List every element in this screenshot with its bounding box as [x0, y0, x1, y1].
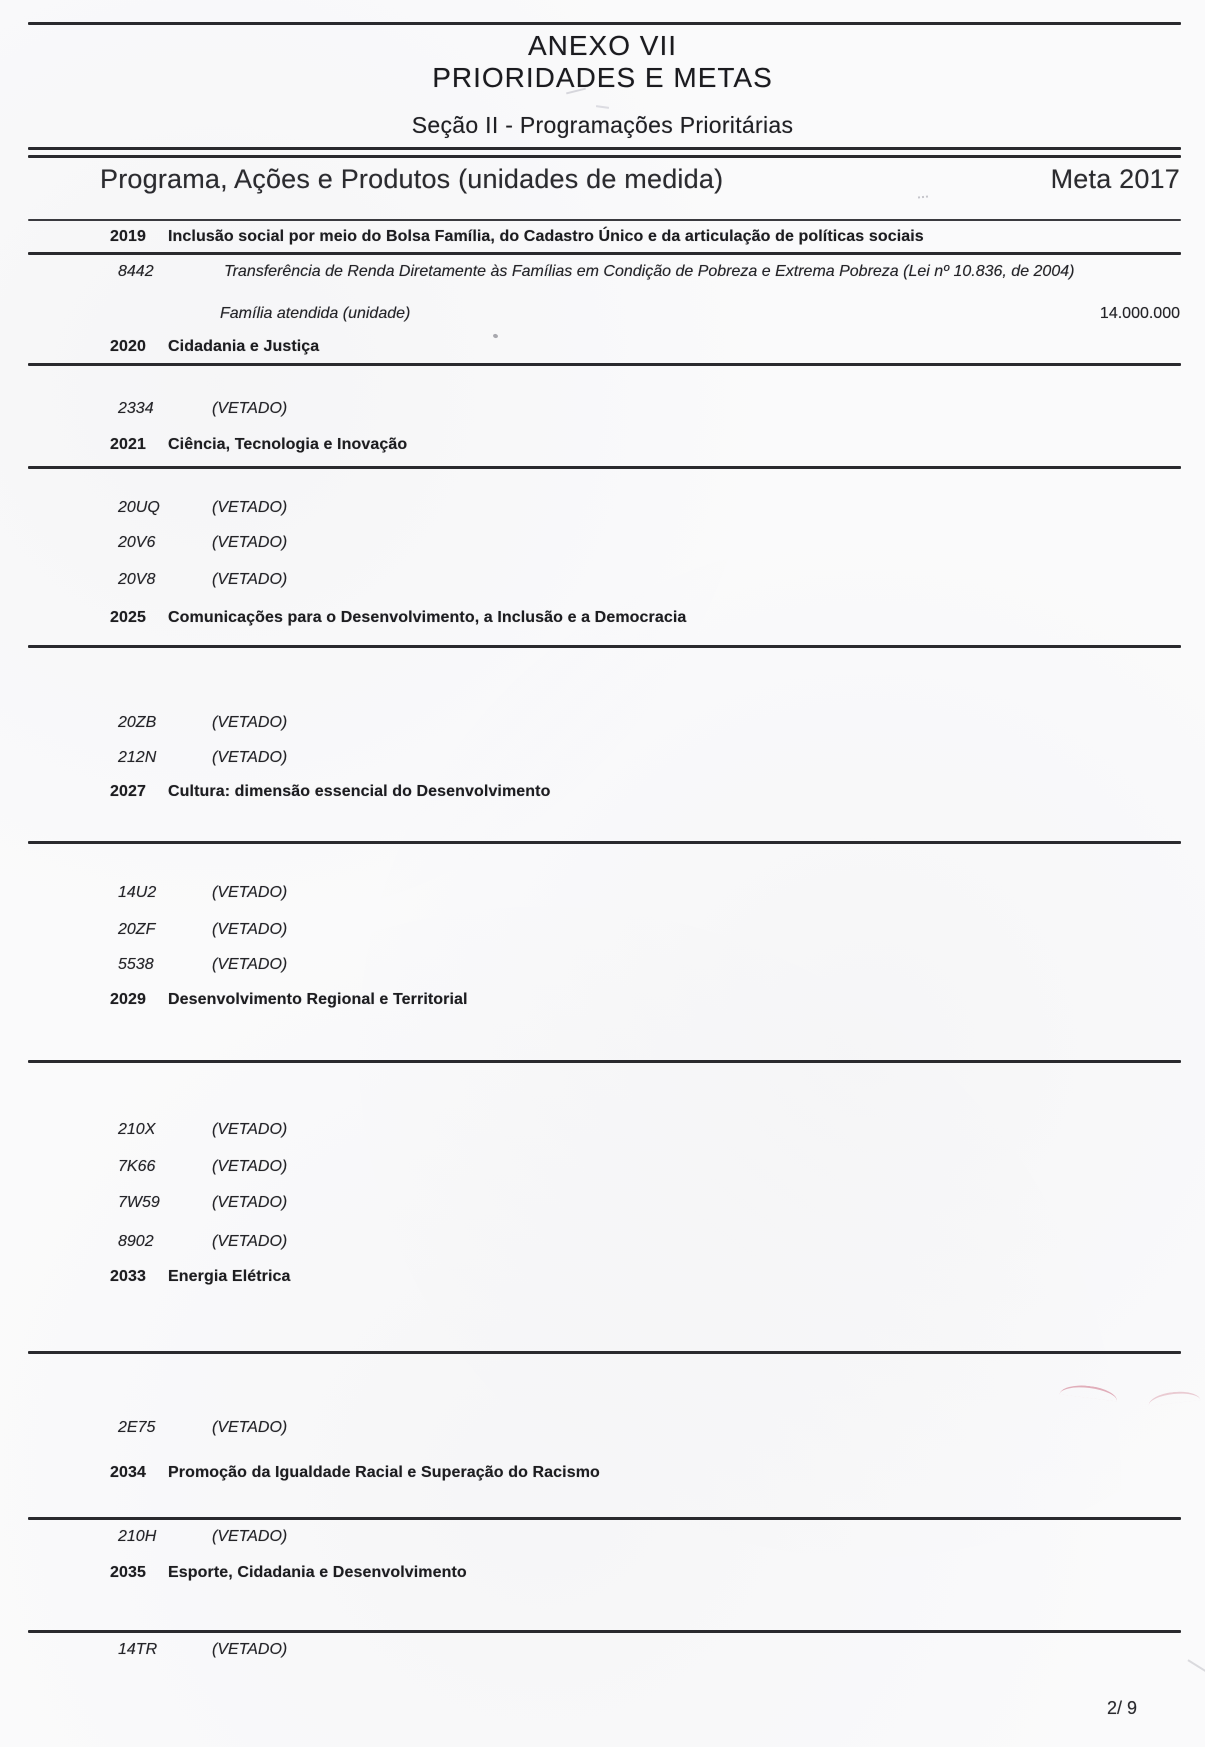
action-code: 2E75 — [118, 1419, 156, 1436]
action-row — [28, 748, 1181, 768]
horizontal-rule — [28, 147, 1181, 150]
action-row — [28, 1193, 1181, 1213]
horizontal-rule — [28, 1517, 1181, 1520]
action-title: (VETADO) — [212, 749, 288, 766]
action-title: Transferência de Renda Diretamente às Famílias em Condição de Pobreza e Extrema Pobreza (Lei nº 10.836, de 2004) — [224, 263, 1075, 280]
annex-title: ANEXO VII — [527, 30, 678, 61]
action-row — [28, 1640, 1181, 1660]
action-title: (VETADO) — [212, 1528, 288, 1545]
program-title: Cultura: dimensão essencial do Desenvolvimento — [168, 783, 551, 800]
action-title: (VETADO) — [212, 1233, 288, 1250]
action-code: 212N — [118, 749, 157, 766]
action-title: (VETADO) — [212, 1641, 288, 1658]
action-code: 7K66 — [118, 1158, 156, 1175]
horizontal-rule — [28, 363, 1181, 366]
program-code: 2019 — [110, 228, 146, 245]
scan-smudge — [1187, 1659, 1205, 1674]
action-code: 20UQ — [118, 499, 160, 516]
action-title: (VETADO) — [212, 1121, 288, 1138]
action-code: 20ZF — [118, 921, 156, 938]
action-code: 210X — [118, 1121, 156, 1138]
action-code: 7W59 — [118, 1194, 160, 1211]
action-code: 210H — [118, 1528, 157, 1545]
product-row — [28, 304, 1181, 324]
action-title: (VETADO) — [212, 499, 288, 516]
action-code: 5538 — [118, 956, 154, 973]
product-label: Família atendida (unidade) — [220, 305, 411, 322]
action-code: 20V8 — [118, 571, 156, 588]
program-code: 2021 — [110, 436, 146, 453]
program-row — [28, 337, 1181, 357]
program-row — [28, 1463, 1181, 1483]
scan-smudge — [596, 105, 609, 109]
horizontal-rule — [28, 219, 1181, 221]
pencil-mark — [1148, 1389, 1201, 1405]
action-code: 2334 — [118, 400, 154, 417]
program-code: 2025 — [110, 609, 146, 626]
action-code: 14TR — [118, 1641, 158, 1658]
horizontal-rule — [28, 645, 1181, 648]
action-row — [28, 399, 1181, 419]
action-row — [28, 883, 1181, 903]
program-row — [28, 1563, 1181, 1583]
action-row — [28, 1120, 1181, 1140]
action-row — [28, 1418, 1181, 1438]
program-title: Cidadania e Justiça — [168, 338, 320, 355]
action-row — [28, 920, 1181, 940]
meta-value: 14.000.000 — [1099, 305, 1180, 322]
program-row — [28, 227, 1181, 247]
horizontal-rule — [28, 1630, 1181, 1633]
page-number: 2/ 9 — [1106, 1698, 1137, 1718]
action-title: (VETADO) — [212, 1194, 288, 1211]
program-row — [28, 990, 1181, 1010]
program-row — [28, 608, 1181, 628]
annex-subtitle: PRIORIDADES E METAS — [432, 62, 773, 93]
program-row — [28, 1267, 1181, 1287]
horizontal-rule — [28, 466, 1181, 469]
program-code: 2033 — [110, 1268, 146, 1285]
program-code: 2035 — [110, 1564, 146, 1581]
action-title: (VETADO) — [212, 714, 288, 731]
action-title: (VETADO) — [212, 400, 288, 417]
program-title: Esporte, Cidadania e Desenvolvimento — [168, 1564, 467, 1581]
action-row — [28, 1157, 1181, 1177]
action-title: (VETADO) — [212, 956, 288, 973]
horizontal-rule — [28, 22, 1181, 25]
action-row — [28, 1232, 1181, 1252]
action-code: 8902 — [118, 1233, 154, 1250]
program-code: 2020 — [110, 338, 146, 355]
column-header-programs: Programa, Ações e Produtos (unidades de medida) — [100, 164, 724, 194]
action-row — [28, 570, 1181, 590]
action-row — [28, 1527, 1181, 1547]
action-title: (VETADO) — [212, 1158, 288, 1175]
program-row — [28, 782, 1181, 802]
scan-smudge — [918, 195, 928, 198]
action-row — [28, 498, 1181, 518]
action-title: (VETADO) — [212, 571, 288, 588]
action-code: 14U2 — [118, 884, 157, 901]
program-code: 2027 — [110, 783, 146, 800]
program-title: Energia Elétrica — [168, 1268, 291, 1285]
program-code: 2034 — [110, 1464, 146, 1481]
action-title: (VETADO) — [212, 1419, 288, 1436]
program-title: Desenvolvimento Regional e Territorial — [168, 991, 468, 1008]
horizontal-rule — [28, 841, 1181, 844]
horizontal-rule — [28, 1060, 1181, 1063]
pencil-mark — [1059, 1383, 1118, 1402]
program-title: Ciência, Tecnologia e Inovação — [168, 436, 408, 453]
section-heading: Seção II - Programações Prioritárias — [411, 112, 794, 138]
action-row — [28, 262, 1181, 282]
program-code: 2029 — [110, 991, 146, 1008]
program-title: Comunicações para o Desenvolvimento, a Inclusão e a Democracia — [168, 609, 687, 626]
program-title: Inclusão social por meio do Bolsa Família, do Cadastro Único e da articulação de políticas sociais — [168, 228, 924, 245]
action-row — [28, 533, 1181, 553]
horizontal-rule — [28, 155, 1181, 158]
action-code: 20V6 — [118, 534, 156, 551]
program-row — [28, 435, 1181, 455]
action-code: 20ZB — [118, 714, 157, 731]
program-title: Promoção da Igualdade Racial e Superação do Racismo — [168, 1464, 600, 1481]
action-row — [28, 713, 1181, 733]
column-header-meta: Meta 2017 — [1050, 164, 1180, 194]
action-row — [28, 955, 1181, 975]
action-title: (VETADO) — [212, 921, 288, 938]
action-title: (VETADO) — [212, 884, 288, 901]
action-title: (VETADO) — [212, 534, 288, 551]
action-code: 8442 — [118, 263, 154, 280]
horizontal-rule — [28, 252, 1181, 255]
horizontal-rule — [28, 1351, 1181, 1354]
